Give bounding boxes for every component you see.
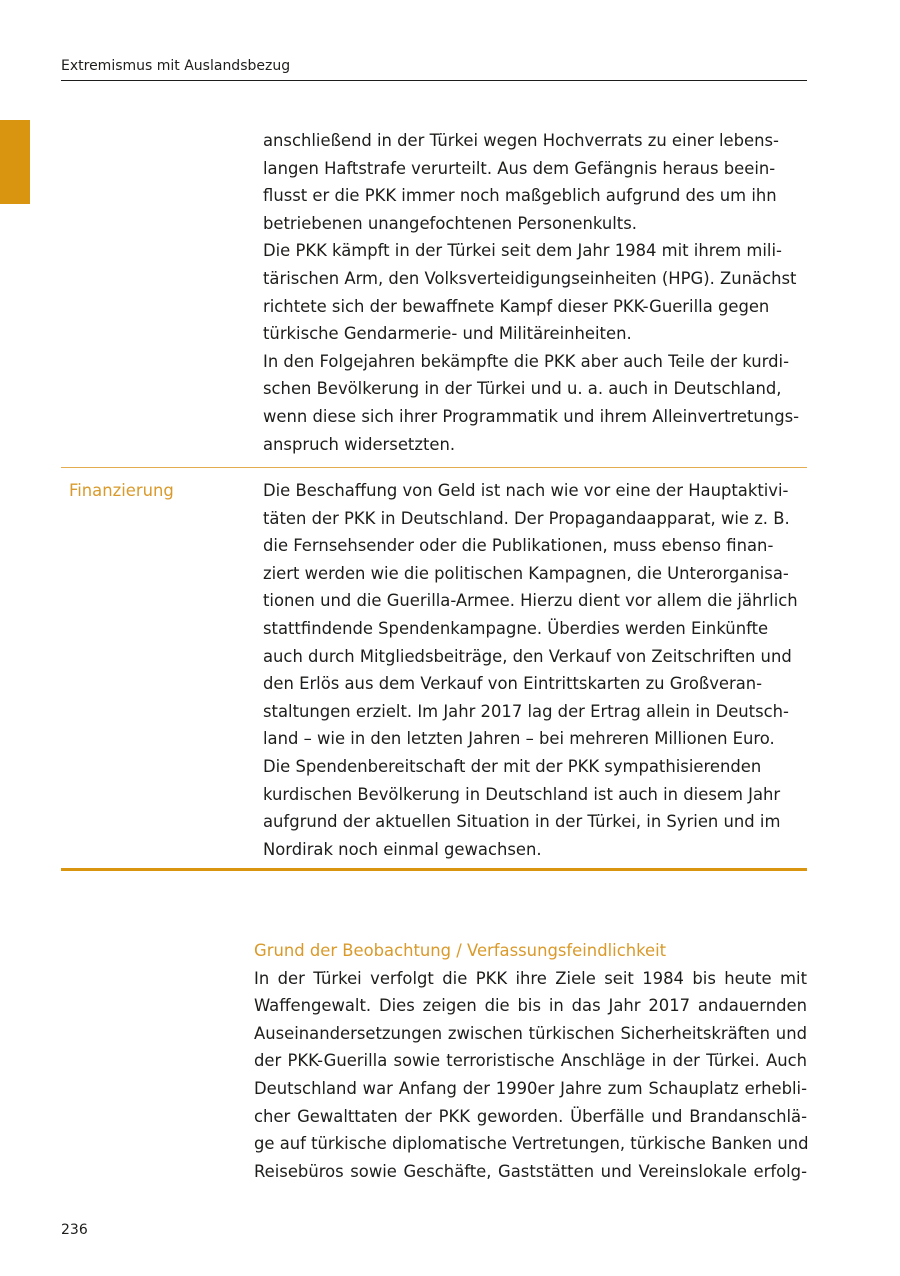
text-line: In den Folgejahren bekämpfte die PKK aber auch Teile der kurdi- (263, 351, 790, 371)
text-line: flusst er die PKK immer noch maßgeblich aufgrund des um ihn (263, 186, 777, 206)
row-label-finanzierung: Finanzierung (69, 481, 174, 500)
text-line: Auseinandersetzungen zwischen türkischen Sicherheitskräften und (254, 1023, 807, 1043)
text-line: land – wie in den letzten Jahren – bei mehreren Millionen Euro. (263, 729, 775, 749)
text-line: wenn diese sich ihrer Programmatik und ihrem Alleinvertretungs- (263, 406, 800, 426)
text-line: die Fernsehsender oder die Publikationen, muss ebenso finan- (263, 536, 774, 556)
text-line: den Erlös aus dem Verkauf von Eintrittskarten zu Großveran- (263, 674, 763, 694)
text-line: Die PKK kämpft in der Türkei seit dem Jahr 1984 mit ihrem mili- (263, 241, 782, 261)
text-line: richtete sich der bewaffnete Kampf dieser PKK-Guerilla gegen (263, 296, 770, 316)
table-row-divider (61, 467, 807, 468)
text-line: stattfindende Spendenkampagne. Überdies werden Einkünfte (263, 618, 769, 638)
text-line: der PKK-Guerilla sowie terroristische Anschläge in der Türkei. Auch (254, 1051, 807, 1071)
text-line: auch durch Mitgliedsbeiträge, den Verkauf von Zeitschriften und (263, 646, 792, 666)
text-line: Waffengewalt. Dies zeigen die bis in das Jahr 2017 andauernden (254, 996, 807, 1016)
text-line: tionen und die Guerilla-Armee. Hierzu dient vor allem die jährlich (263, 591, 798, 611)
section-heading: Grund der Beobachtung / Verfassungsfeindlichkeit (254, 941, 667, 960)
text-line: cher Gewalttaten der PKK geworden. Überfälle und Brandanschlä- (254, 1106, 807, 1126)
running-header: Extremismus mit Auslandsbezug (61, 58, 291, 74)
page-number: 236 (61, 1222, 88, 1238)
text-line: staltungen erzielt. Im Jahr 2017 lag der Ertrag allein in Deutsch- (263, 701, 789, 721)
text-line: ge auf türkische diplomatische Vertretungen, türkische Banken und (254, 1134, 809, 1154)
table-row-1-content (263, 127, 809, 458)
text-line: ziert werden wie die politischen Kampagnen, die Unterorganisa- (263, 563, 789, 583)
text-line: tärischen Arm, den Volksverteidigungseinheiten (HPG). Zunächst (263, 268, 797, 288)
text-line: Reisebüros sowie Geschäfte, Gaststätten und Vereinslokale erfolg- (254, 1161, 807, 1181)
text-line: aufgrund der aktuellen Situation in der Türkei, in Syrien und im (263, 812, 781, 832)
text-line: Die Beschaffung von Geld ist nach wie vor eine der Hauptaktivi- (263, 481, 789, 500)
text-line: schen Bevölkerung in der Türkei und u. a. auch in Deutschland, (263, 379, 782, 399)
text-line: türkische Gendarmerie- und Militäreinheiten. (263, 324, 632, 344)
header-rule (61, 80, 807, 81)
text-line: täten der PKK in Deutschland. Der Propagandaapparat, wie z. B. (263, 508, 790, 528)
text-line: langen Haftstrafe verurteilt. Aus dem Gefängnis heraus beein- (263, 158, 776, 178)
text-line: anschließend in der Türkei wegen Hochverrats zu einer lebens- (263, 131, 779, 150)
text-line: Deutschland war Anfang der 1990er Jahre zum Schauplatz erhebli- (254, 1078, 807, 1098)
section-grund-der-beobachtung (254, 937, 807, 1185)
table-row-2-content (263, 477, 809, 863)
chapter-marker-tab (0, 120, 30, 204)
section-body (254, 965, 807, 1186)
table-bottom-rule (61, 868, 807, 871)
text-line: Nordirak noch einmal gewachsen. (263, 839, 542, 859)
text-line: Die Spendenbereitschaft der mit der PKK sympathisierenden (263, 756, 762, 776)
text-line: betriebenen unangefochtenen Personenkults. (263, 213, 637, 233)
text-line: In der Türkei verfolgt die PKK ihre Ziele seit 1984 bis heute mit (254, 968, 807, 988)
text-line: anspruch widersetzten. (263, 434, 456, 454)
text-line: kurdischen Bevölkerung in Deutschland ist auch in diesem Jahr (263, 784, 781, 804)
